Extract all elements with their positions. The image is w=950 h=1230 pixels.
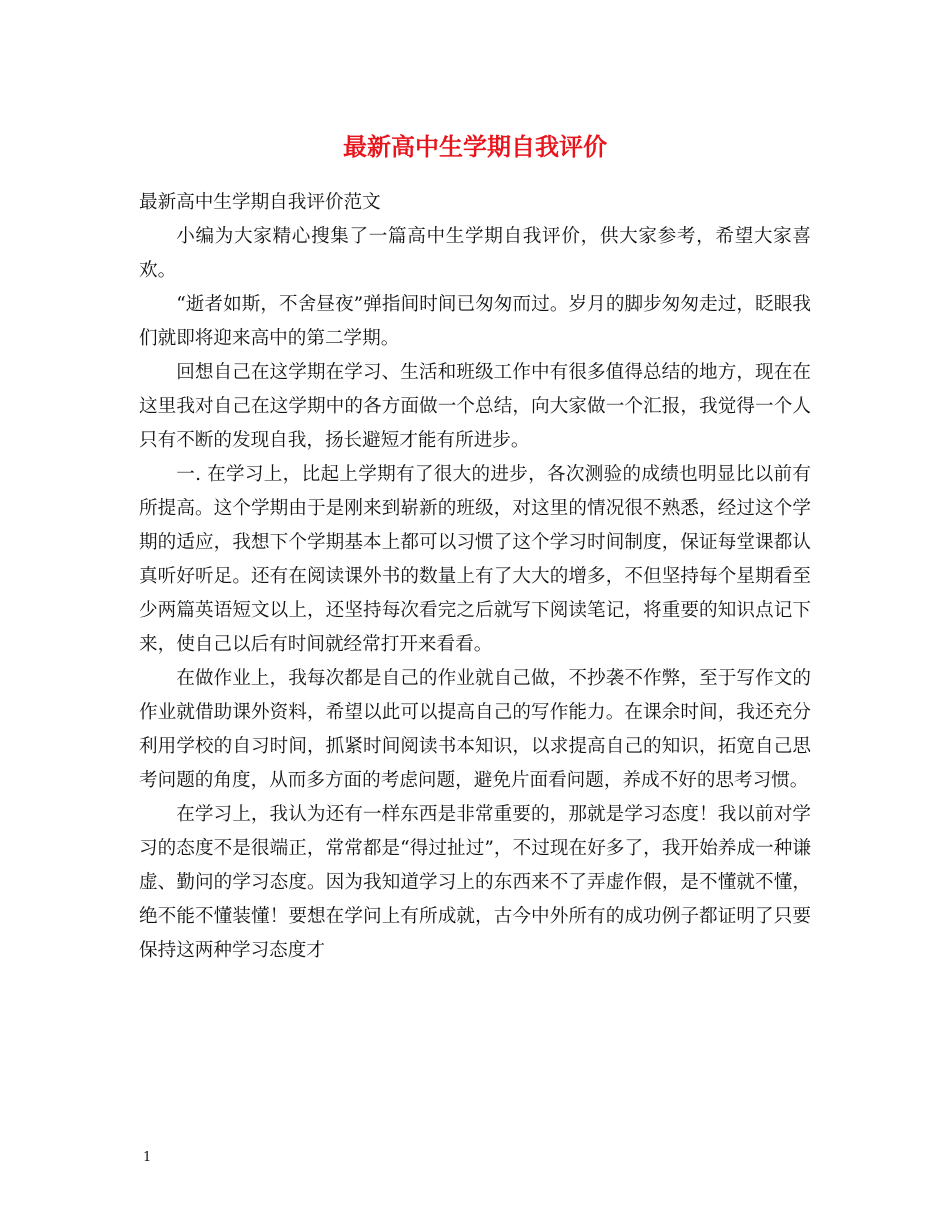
- paragraph: 在做作业上，我每次都是自己的作业就自己做，不抄袭不作弊，至于写作文的作业就借助课外资料，希望以此可以提高自己的写作能力。在课余时间，我还充分利用学校的自习时间，抓紧时间阅读书本知识，以求提高自己的知识，拓宽自己思考问题的角度，从而多方面的考虑问题，避免片面看问题，养成不好的思考习惯。: [139, 668, 811, 791]
- paragraph-heading: 最新高中生学期自我评价范文: [139, 192, 381, 213]
- document-body: [139, 186, 811, 968]
- paragraph: 一. 在学习上，比起上学期有了很大的进步，各次测验的成绩也明显比以前有所提高。这个学期由于是刚来到崭新的班级，对这里的情况很不熟悉，经过这个学期的适应，我想下个学期基本上都可以习惯了这个学习时间制度，保证每堂课都认真听好听足。还有在阅读课外书的数量上有了大大的增多，不但坚持每个星期看至少两篇英语短文以上，还坚持每次看完之后就写下阅读笔记，将重要的知识点记下来，使自己以后有时间就经常打开来看看。: [139, 464, 811, 655]
- paragraph: “逝者如斯，不舍昼夜”弹指间时间已匆匆而过。岁月的脚步匆匆走过，眨眼我们就即将迎来高中的第二学期。: [139, 294, 811, 349]
- page-number: 1: [143, 1150, 152, 1165]
- document-title: 最新高中生学期自我评价: [343, 132, 607, 161]
- paragraph: 回想自己在这学期在学习、生活和班级工作中有很多值得总结的地方，现在在这里我对自己在这学期中的各方面做一个总结，向大家做一个汇报，我觉得一个人只有不断的发现自我，扬长避短才能有所进步。: [139, 362, 811, 451]
- paragraph: 在学习上，我认为还有一样东西是非常重要的，那就是学习态度！我以前对学习的态度不是很端正，常常都是“得过扯过”，不过现在好多了，我开始养成一种谦虚、勤问的学习态度。因为我知道学习上的东西来不了弄虚作假，是不懂就不懂，绝不能不懂装懂！要想在学问上有所成就，古今中外所有的成功例子都证明了只要保持这两种学习态度才: [139, 804, 811, 961]
- paragraph: 小编为大家精心搜集了一篇高中生学期自我评价，供大家参考，希望大家喜欢。: [139, 226, 811, 281]
